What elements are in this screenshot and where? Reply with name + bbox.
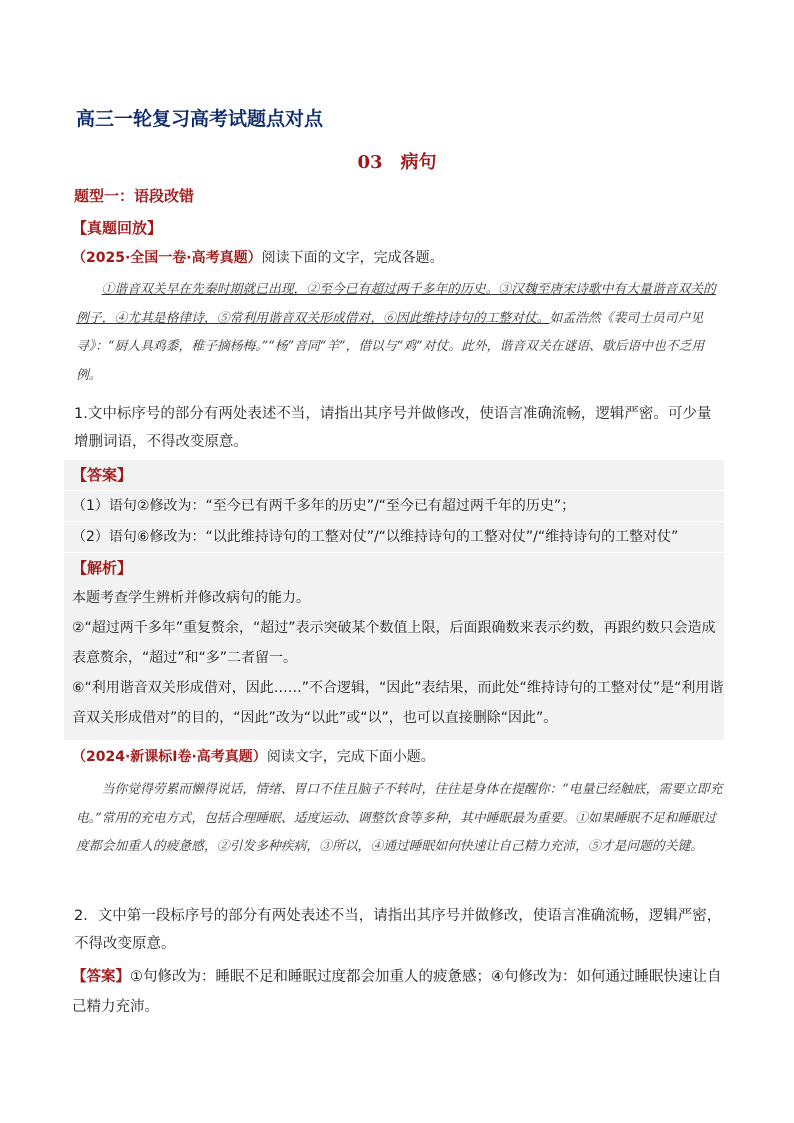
q1-passage — [76, 276, 724, 390]
question-type-heading: 题型一：语段改错 — [74, 187, 195, 205]
section-name: 病句 — [400, 152, 437, 173]
q1-analysis-point-6: ⑥“利用谐音双关形成借对，因此……”不合逻辑，“因此”表结果，而此处“维持诗句的工整对仗”是“利用谐音双关形成借对”的目的，“因此”改为“以此”或“以”，也可以直接删除“因此”。 — [72, 680, 724, 726]
q1-instruction: 阅读下面的文字，完成各题。 — [261, 250, 444, 266]
q1-answer-block — [64, 460, 724, 740]
analysis-tag: 【解析】 — [64, 552, 724, 583]
q1-passage-rest: 如孟浩然《裴司士员司户见寻》：“厨人具鸡黍，稚子摘杨梅。”“杨”音同“羊”，借以与“鸡”对仗。此外，谐音双关在谜语、歇后语中也不乏用例。 — [76, 310, 705, 383]
q1-passage-underlined: ①谐音双关早在先秦时期就已出现，②至今已有超过两千多年的历史。③汉魏至唐宋诗歌中有大量谐音双关的例子，④尤其是格律诗，⑤常利用谐音双关形成借对，⑥因此维持诗句的工整对仗。 — [76, 282, 716, 326]
q2-passage: 当你觉得劳累而懒得说话，情绪、胃口不佳且脑子不转时，往往是身体在提醒你：“电量已经触底，需要立即充电。”常用的充电方式，包括合理睡眠、适度运动、调整饮食等多种，其中睡眠最为重要。①如果睡眠不足和睡眠过度都会加重人的疲惫感，②引发多种疾病，③所以，④通过睡眠如何快速让自己精力充沛，⑤才是问题的关键。 — [76, 782, 723, 854]
q1-source-line — [72, 247, 444, 267]
q1-analysis-intro: 本题考查学生辨析并修改病句的能力。 — [72, 590, 310, 606]
q1-answer-1: （1）语句②修改为：“至今已有两千多年的历史”/“至今已有超过两千年的历史”； — [64, 490, 724, 521]
q2-answer — [72, 962, 728, 1022]
document-title: 高三一轮复习高考试题点对点 — [76, 108, 324, 130]
q2-answer-text: ①句修改为：睡眠不足和睡眠过度都会加重人的疲惫感；④句修改为：如何通过睡眠快速让自己精力充沛。 — [72, 969, 722, 1015]
q2-source-line — [72, 746, 435, 766]
q1-analysis-point-2: ②“超过两千多年”重复赘余，“超过”表示突破某个数值上限，后面跟确数来表示约数，再跟约数只会造成表意赘余，“超过”和“多”二者留一。 — [72, 620, 716, 666]
q1-question: 1.文中标序号的部分有两处表述不当，请指出其序号并做修改，使语言准确流畅，逻辑严密。可少量增删词语，不得改变原意。 — [74, 406, 712, 450]
q1-answer-2: （2）语句⑥修改为：“以此维持诗句的工整对仗”/“以维持诗句的工整对仗”/“维持诗句的工整对仗” — [64, 521, 724, 552]
q2-question: 2．文中第一段标序号的部分有两处表述不当，请指出其序号并做修改，使语言准确流畅，逻辑严密，不得改变原意。 — [74, 908, 722, 952]
q2-instruction: 阅读文字，完成下面小题。 — [266, 749, 435, 765]
q2-answer-tag: 【答案】 — [72, 969, 130, 985]
answer-tag: 【答案】 — [72, 466, 133, 484]
q1-source: （2025·全国一卷·高考真题） — [72, 250, 262, 266]
section-number: 03 — [357, 152, 383, 173]
real-review-tag: 【真题回放】 — [72, 219, 163, 237]
q2-source: （2024·新课标Ⅰ卷·高考真题） — [72, 749, 267, 765]
section-title — [0, 148, 794, 174]
